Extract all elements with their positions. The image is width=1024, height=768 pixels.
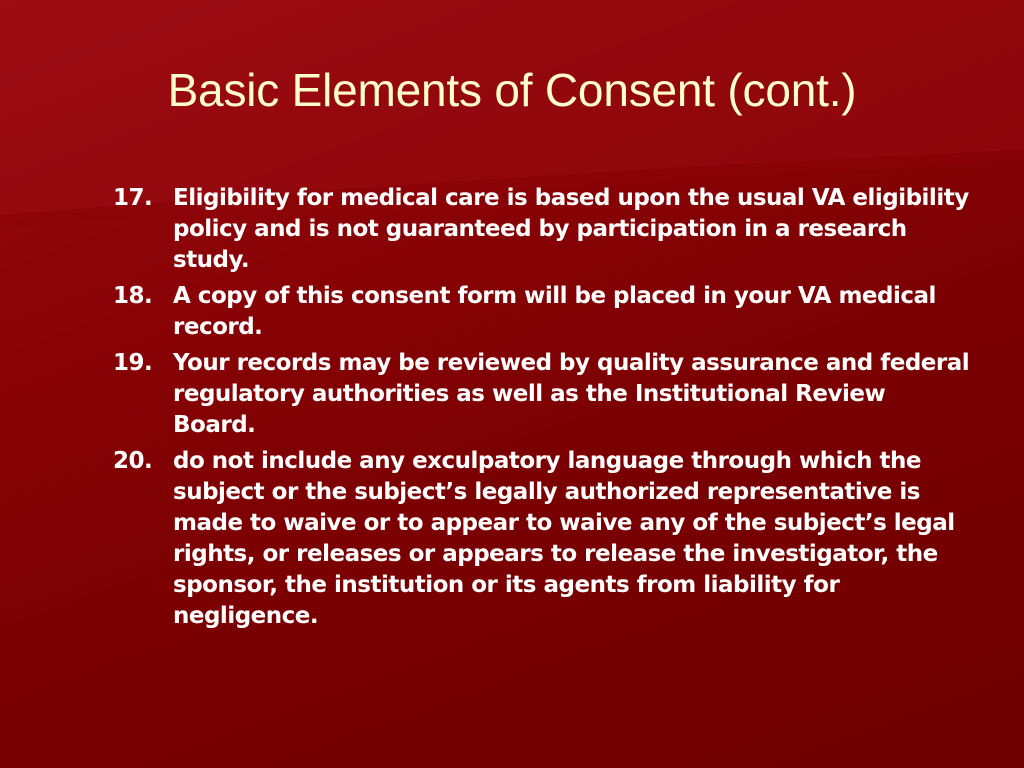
item-number: 20. [113,448,153,474]
item-number: 17. [113,185,153,211]
list-item [113,183,973,276]
item-text: Your records may be reviewed by quality assurance and federal regulatory authorities as well as the Institutional Review Board. [173,350,970,438]
item-text: do not include any exculpatory language through which the subject or the subject’s legally authorized representative is made to waive or to appear to waive any of the subject’s legal rights, or releases or appears to release the investigator, the sponsor, the institution or its agents from liability for negligence. [173,448,955,629]
item-text: A copy of this consent form will be placed in your VA medical record. [173,283,936,340]
list-item [113,446,973,632]
list-item [113,281,973,343]
item-number: 18. [113,283,153,309]
slide-title: Basic Elements of Consent (cont.) [167,64,857,116]
consent-elements-list [113,183,973,637]
item-number: 19. [113,350,153,376]
list-item [113,348,973,441]
item-text: Eligibility for medical care is based upon the usual VA eligibility policy and is not guaranteed by participation in a research study. [173,185,969,273]
